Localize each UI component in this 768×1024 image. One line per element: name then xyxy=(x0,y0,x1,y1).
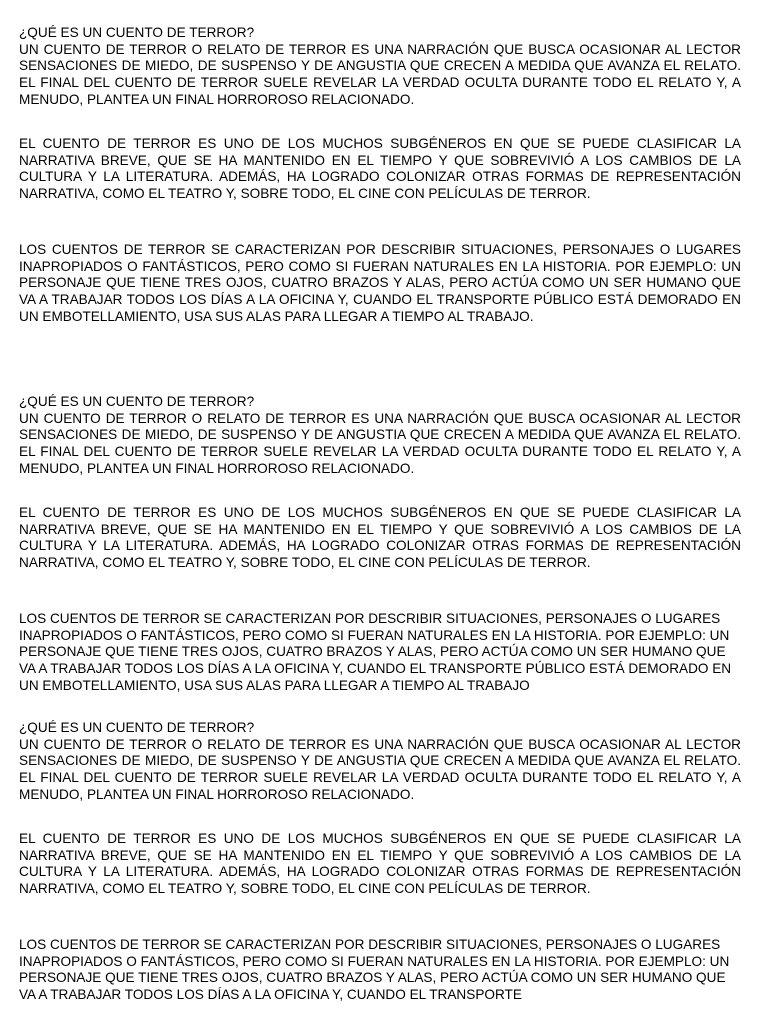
section-3-paragraph-3 xyxy=(19,937,741,1004)
section-3-paragraph-2 xyxy=(19,831,741,898)
paragraph-characteristics: LOS CUENTOS DE TERROR SE CARACTERIZAN POR DESCRIBIR SITUACIONES, PERSONAJES O LUGARES INAPROPIADOS O FANTÁSTICOS, PERO COMO SI FUERAN NATURALES EN LA HISTORIA. POR EJEMPLO: UN PERSONAJE QUE TIENE TRES OJOS, CUATRO BRAZOS Y ALAS, PERO ACTÚA COMO UN SER HUMANO QUE VA A TRABAJAR TODOS LOS DÍAS A LA OFICINA Y, CUANDO EL TRANSPORTE xyxy=(19,937,730,1003)
paragraph-characteristics: LOS CUENTOS DE TERROR SE CARACTERIZAN POR DESCRIBIR SITUACIONES, PERSONAJES O LUGARES INAPROPIADOS O FANTÁSTICOS, PERO COMO SI FUERAN NATURALES EN LA HISTORIA. POR EJEMPLO: UN PERSONAJE QUE TIENE TRES OJOS, CUATRO BRAZOS Y ALAS, PERO ACTÚA COMO UN SER HUMANO QUE VA A TRABAJAR TODOS LOS DÍAS A LA OFICINA Y, CUANDO EL TRANSPORTE PÚBLICO ESTÁ DEMORADO EN UN EMBOTELLAMIENTO, USA SUS ALAS PARA LLEGAR A TIEMPO AL TRABAJO. xyxy=(19,242,741,324)
paragraph-subgenre: EL CUENTO DE TERROR ES UNO DE LOS MUCHOS SUBGÉNEROS EN QUE SE PUEDE CLASIFICAR LA NARRATIVA BREVE, QUE SE HA MANTENIDO EN EL TIEMPO Y QUE SOBREVIVIÓ A LOS CAMBIOS DE LA CULTURA Y LA LITERATURA. ADEMÁS, HA LOGRADO COLONIZAR OTRAS FORMAS DE REPRESENTACIÓN NARRATIVA, COMO EL TEATRO Y, SOBRE TODO, EL CINE CON PELÍCULAS DE TERROR. xyxy=(19,136,741,202)
paragraph-subgenre: EL CUENTO DE TERROR ES UNO DE LOS MUCHOS SUBGÉNEROS EN QUE SE PUEDE CLASIFICAR LA NARRATIVA BREVE, QUE SE HA MANTENIDO EN EL TIEMPO Y QUE SOBREVIVIÓ A LOS CAMBIOS DE LA CULTURA Y LA LITERATURA. ADEMÁS, HA LOGRADO COLONIZAR OTRAS FORMAS DE REPRESENTACIÓN NARRATIVA, COMO EL TEATRO Y, SOBRE TODO, EL CINE CON PELÍCULAS DE TERROR. xyxy=(19,831,741,897)
section-3 xyxy=(19,720,741,804)
section-heading: ¿QUÉ ES UN CUENTO DE TERROR? xyxy=(19,394,255,409)
section-1-paragraph-3 xyxy=(19,242,741,326)
section-1 xyxy=(19,25,741,109)
section-heading: ¿QUÉ ES UN CUENTO DE TERROR? xyxy=(19,720,255,735)
section-1-paragraph-2 xyxy=(19,136,741,203)
section-2-paragraph-3 xyxy=(19,611,741,695)
section-2-paragraph-2 xyxy=(19,505,741,572)
paragraph-subgenre: EL CUENTO DE TERROR ES UNO DE LOS MUCHOS SUBGÉNEROS EN QUE SE PUEDE CLASIFICAR LA NARRATIVA BREVE, QUE SE HA MANTENIDO EN EL TIEMPO Y QUE SOBREVIVIÓ A LOS CAMBIOS DE LA CULTURA Y LA LITERATURA. ADEMÁS, HA LOGRADO COLONIZAR OTRAS FORMAS DE REPRESENTACIÓN NARRATIVA, COMO EL TEATRO Y, SOBRE TODO, EL CINE CON PELÍCULAS DE TERROR. xyxy=(19,505,741,571)
paragraph-characteristics: LOS CUENTOS DE TERROR SE CARACTERIZAN POR DESCRIBIR SITUACIONES, PERSONAJES O LUGARES INAPROPIADOS O FANTÁSTICOS, PERO COMO SI FUERAN NATURALES EN LA HISTORIA. POR EJEMPLO: UN PERSONAJE QUE TIENE TRES OJOS, CUATRO BRAZOS Y ALAS, PERO ACTÚA COMO UN SER HUMANO QUE VA A TRABAJAR TODOS LOS DÍAS A LA OFICINA Y, CUANDO EL TRANSPORTE PÚBLICO ESTÁ DEMORADO EN UN EMBOTELLAMIENTO, USA SUS ALAS PARA LLEGAR A TIEMPO AL TRABAJO xyxy=(19,611,732,693)
paragraph-definition: UN CUENTO DE TERROR O RELATO DE TERROR ES UNA NARRACIÓN QUE BUSCA OCASIONAR AL LECTOR SENSACIONES DE MIEDO, DE SUSPENSO Y DE ANGUSTIA QUE CRECEN A MEDIDA QUE AVANZA EL RELATO. EL FINAL DEL CUENTO DE TERROR SUELE REVELAR LA VERDAD OCULTA DURANTE TODO EL RELATO Y, A MENUDO, PLANTEA UN FINAL HORROROSO RELACIONADO. xyxy=(19,410,741,476)
section-2 xyxy=(19,394,741,478)
paragraph-definition: UN CUENTO DE TERROR O RELATO DE TERROR ES UNA NARRACIÓN QUE BUSCA OCASIONAR AL LECTOR SENSACIONES DE MIEDO, DE SUSPENSO Y DE ANGUSTIA QUE CRECEN A MEDIDA QUE AVANZA EL RELATO. EL FINAL DEL CUENTO DE TERROR SUELE REVELAR LA VERDAD OCULTA DURANTE TODO EL RELATO Y, A MENUDO, PLANTEA UN FINAL HORROROSO RELACIONADO. xyxy=(19,41,741,107)
paragraph-definition: UN CUENTO DE TERROR O RELATO DE TERROR ES UNA NARRACIÓN QUE BUSCA OCASIONAR AL LECTOR SENSACIONES DE MIEDO, DE SUSPENSO Y DE ANGUSTIA QUE CRECEN A MEDIDA QUE AVANZA EL RELATO. EL FINAL DEL CUENTO DE TERROR SUELE REVELAR LA VERDAD OCULTA DURANTE TODO EL RELATO Y, A MENUDO, PLANTEA UN FINAL HORROROSO RELACIONADO. xyxy=(19,736,741,802)
section-heading: ¿QUÉ ES UN CUENTO DE TERROR? xyxy=(19,25,255,40)
